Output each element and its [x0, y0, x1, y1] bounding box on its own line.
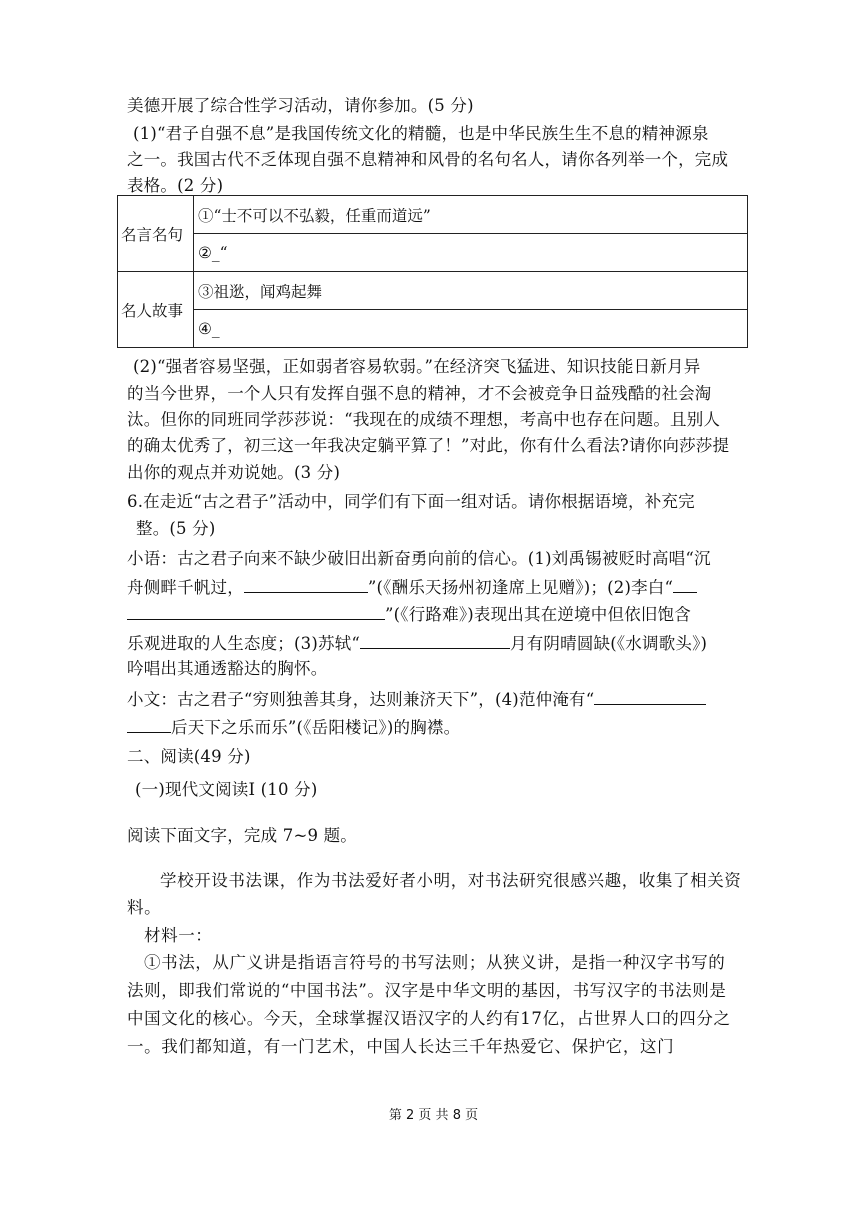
- material-1-label: 材料一：: [144, 926, 213, 945]
- passage-paragraph-2-line-2: 法则，即我们常说的“中国书法”。汉字是中华文明的基因，书写汉字的书法则是: [127, 981, 727, 1000]
- blank-2b[interactable]: [127, 603, 385, 620]
- question-2-line-2: 的当今世界，一个人只有发挥自强不息的精神，才不会被竞争日益残酷的社会淘: [127, 384, 712, 403]
- xiaowen-line-1-text: 小文：古之君子“穷则独善其身，达则兼济天下”，(4)范仲淹有“: [127, 690, 595, 709]
- passage-paragraph-1-line-1: 学校开设书法课，作为书法爱好者小明，对书法研究很感兴趣，收集了相关资: [160, 871, 742, 890]
- xiaoyu-line-1: 小语：古之君子向来不缺少破旧出新奋勇向前的信心。(1)刘禹锡被贬时高唱“沉: [127, 549, 711, 568]
- passage-paragraph-1-line-2: 料。: [127, 898, 162, 917]
- table-row-label-quotes: 名言名句: [118, 196, 194, 272]
- xiaoyu-line-5: 吟唱出其通透豁达的胸怀。: [127, 659, 328, 678]
- xiaoyu-line-2-text-b: ”(《酬乐天扬州初逢席上见赠》)；(2)李白“: [367, 578, 674, 597]
- question-1-line-3: 表格。(2 分): [127, 176, 224, 195]
- blank-3[interactable]: [360, 632, 510, 649]
- xiaoyu-line-2-text-a: 舟侧畔千帆过，: [127, 578, 244, 597]
- question-6-line-2: 整。(5 分): [136, 519, 216, 538]
- question-1-line-1: (1)“君子自强不息”是我国传统文化的精髓，也是中华民族生生不息的精神源泉: [133, 124, 709, 143]
- xiaowen-line-2: [127, 716, 460, 738]
- question-2-line-4: 的确太优秀了，初三这一年我决定躺平算了！”对此，你有什么看法?请你向莎莎提: [127, 436, 730, 455]
- xiaoyu-line-3: [127, 603, 691, 625]
- reading-instruction: 阅读下面文字，完成 7~9 题。: [127, 826, 358, 845]
- question-6-line-1: 6.在走近“古之君子”活动中，同学们有下面一组对话。请你根据语境，补充完: [127, 492, 695, 511]
- xiaoyu-line-4: [127, 632, 707, 654]
- blank-4b[interactable]: [127, 716, 171, 733]
- question-2-line-5: 出你的观点并劝说她。(3 分): [127, 463, 341, 482]
- table-row-label-stories: 名人故事: [118, 272, 194, 348]
- question-2-line-1: (2)“强者容易坚强，正如弱者容易软弱。”在经济突飞猛进、知识技能日新月异: [133, 357, 701, 376]
- xiaoyu-line-2: [127, 576, 697, 598]
- passage-paragraph-2-line-3: 中国文化的核心。今天，全球掌握汉语汉字的人约有17亿，占世界人口的四分之: [127, 1009, 731, 1028]
- blank-1[interactable]: [244, 576, 368, 593]
- intro-line: 美德开展了综合性学习活动，请你参加。(5 分): [127, 96, 474, 115]
- passage-paragraph-2-line-1: ①书法，从广义讲是指语言符号的书写法则；从狭义讲，是指一种汉字书写的: [144, 953, 726, 972]
- question-1-line-2: 之一。我国古代不乏体现自强不息精神和风骨的名句名人，请你各列举一个，完成: [127, 150, 729, 169]
- page-footer: 第 2 页 共 8 页: [388, 1108, 479, 1123]
- table-cell-story-1: ③祖逖，闻鸡起舞: [194, 272, 748, 310]
- blank-4a[interactable]: [594, 688, 706, 705]
- table-cell-quote-2-blank[interactable]: ②_“: [194, 234, 748, 272]
- section-2-heading: 二、阅读(49 分): [127, 747, 251, 766]
- xiaowen-line-1: [127, 688, 706, 710]
- xiaowen-line-2-text: 后天下之乐而乐”(《岳阳楼记》)的胸襟。: [171, 718, 461, 737]
- answer-table: [117, 195, 748, 348]
- subsection-1-heading: (一)现代文阅读Ⅰ (10 分): [135, 780, 318, 799]
- xiaoyu-line-4-text-a: 乐观进取的人生态度；(3)苏轼“: [127, 634, 361, 653]
- table-cell-quote-1: ①“士不可以不弘毅，任重而道远”: [194, 196, 748, 234]
- question-2-line-3: 汰。但你的同班同学莎莎说：“我现在的成绩不理想，考高中也存在问题。且别人: [127, 410, 721, 429]
- table-cell-story-2-blank[interactable]: ④_: [194, 310, 748, 348]
- xiaoyu-line-4-text-b: 月有阴晴圆缺(《水调歌头》): [510, 634, 708, 653]
- blank-2a[interactable]: [673, 576, 697, 593]
- xiaoyu-line-3-text: ”(《行路难》)表现出其在逆境中但依旧饱含: [385, 605, 692, 624]
- passage-paragraph-2-line-4: 一。我们都知道，有一门艺术，中国人长达三千年热爱它、保护它，这门: [127, 1037, 675, 1056]
